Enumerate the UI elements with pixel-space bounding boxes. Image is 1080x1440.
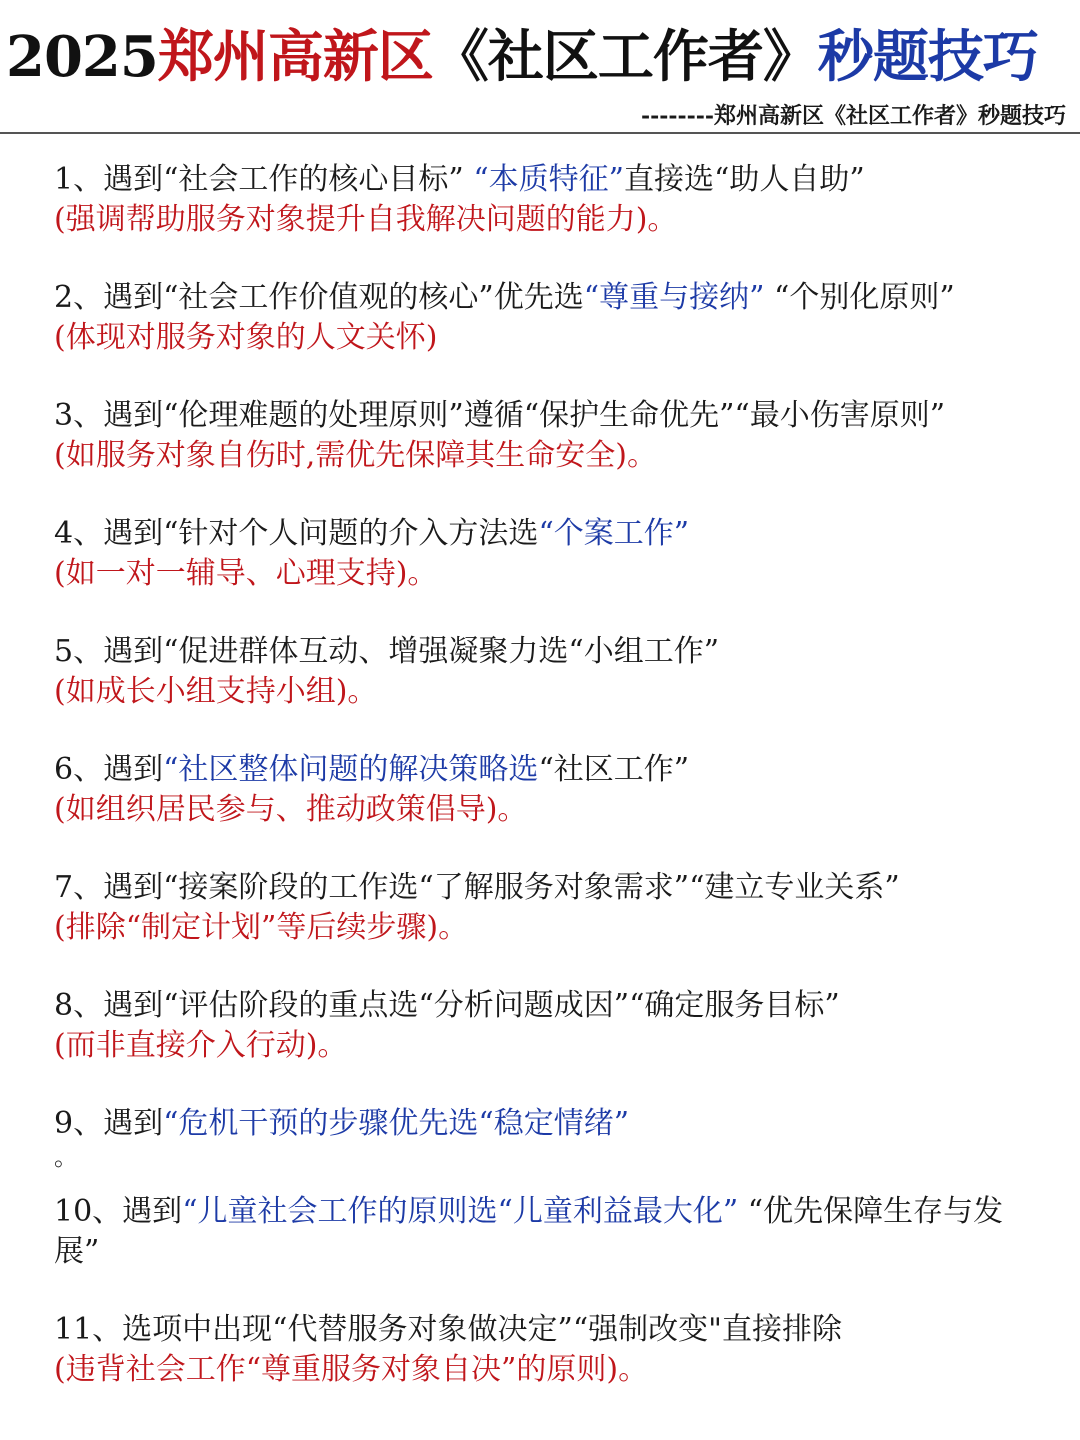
tip-line (54, 396, 1074, 436)
tip-line (54, 986, 1074, 1026)
tip-item-10 (54, 1192, 1074, 1272)
tip-highlight: “儿童社会工作的原则选“儿童利益最大化” (182, 1194, 739, 1229)
tip-text: 直接选“助人自助” (624, 162, 865, 197)
tip-note: (如一对一辅导、心理支持)。 (54, 556, 438, 591)
tip-text: 10、遇到 (54, 1194, 183, 1229)
tip-text: “个别化原则” (774, 280, 955, 315)
tip-line (54, 514, 1074, 554)
tip-highlight: “社区整体问题的解决策略选 (163, 752, 539, 787)
tip-line (54, 278, 1074, 318)
tip-text: 11、选项中出现“代替服务对象做决定”“强制改变"直接排除 (54, 1312, 842, 1347)
tip-item-11 (54, 1310, 1074, 1390)
tip-line (54, 868, 1074, 908)
tip-note: (如组织居民参与、推动政策倡导)。 (54, 792, 528, 827)
tip-line (54, 750, 1074, 790)
header-divider (0, 132, 1080, 134)
title-year: 2025 (6, 24, 158, 90)
tip-stray-mark: 。 (54, 1143, 78, 1171)
tip-line (54, 1192, 1044, 1272)
tip-text: 1、遇到“社会工作的核心目标” (54, 162, 464, 197)
tip-note: (体现对服务对象的人文关怀) (54, 320, 438, 355)
tip-note: (违背社会工作“尊重服务对象自决”的原则)。 (54, 1352, 649, 1387)
tip-item-2 (54, 278, 1074, 358)
tip-text: 9、遇到 (54, 1106, 164, 1141)
tip-item-5 (54, 632, 1074, 712)
tip-note: (强调帮助服务对象提升自我解决问题的能力)。 (54, 202, 678, 237)
tip-highlight: “本质特征” (473, 162, 624, 197)
tip-note: (而非直接介入行动)。 (54, 1028, 348, 1063)
page-subtitle: --------郑州高新区《社区工作者》秒题技巧 (640, 103, 1066, 129)
tip-text: 6、遇到 (54, 752, 164, 787)
tip-text: 2、遇到“社会工作价值观的核心”优先选 (54, 280, 584, 315)
tip-line (54, 1104, 1074, 1144)
tip-item-4 (54, 514, 1074, 594)
page-title (6, 18, 1076, 96)
tip-note: (排除“制定计划”等后续步骤)。 (54, 910, 469, 945)
tip-text: 5、遇到“促进群体互动、增强凝聚力选“小组工作” (54, 634, 720, 669)
tip-text: 7、遇到“接案阶段的工作选“了解服务对象需求”“建立专业关系” (54, 870, 900, 905)
tip-line (54, 160, 1074, 200)
tip-text: 3、遇到“伦理难题的处理原则”遵循“保护生命优先”“最小伤害原则” (54, 398, 946, 433)
tip-text: 8、遇到“评估阶段的重点选“分析问题成因”“确定服务目标” (54, 988, 840, 1023)
tip-line (54, 632, 1074, 672)
tip-highlight: “尊重与接纳” (583, 280, 765, 315)
tip-text: 4、遇到“针对个人问题的介入方法选 (54, 516, 539, 551)
tip-text: “优先保障生存与发展” (54, 1194, 1004, 1269)
title-place: 郑州高新区 (157, 24, 433, 90)
title-subject: 《社区工作者》 (432, 24, 818, 90)
tip-item-3 (54, 396, 1074, 476)
tip-text: “社区工作” (538, 752, 690, 787)
tip-note: (如服务对象自伤时,需优先保障其生命安全)。 (54, 438, 657, 473)
tip-item-1 (54, 160, 1074, 240)
tip-item-6 (54, 750, 1074, 830)
tip-item-9 (54, 1104, 1074, 1170)
tip-item-7 (54, 868, 1074, 948)
tip-line (54, 1310, 1074, 1350)
tip-item-8 (54, 986, 1074, 1066)
tip-highlight: “危机干预的步骤优先选“稳定情绪” (163, 1106, 630, 1141)
tip-highlight: “个案工作” (538, 516, 690, 551)
title-skill: 秒题技巧 (817, 24, 1038, 90)
tip-note: (如成长小组支持小组)。 (54, 674, 378, 709)
